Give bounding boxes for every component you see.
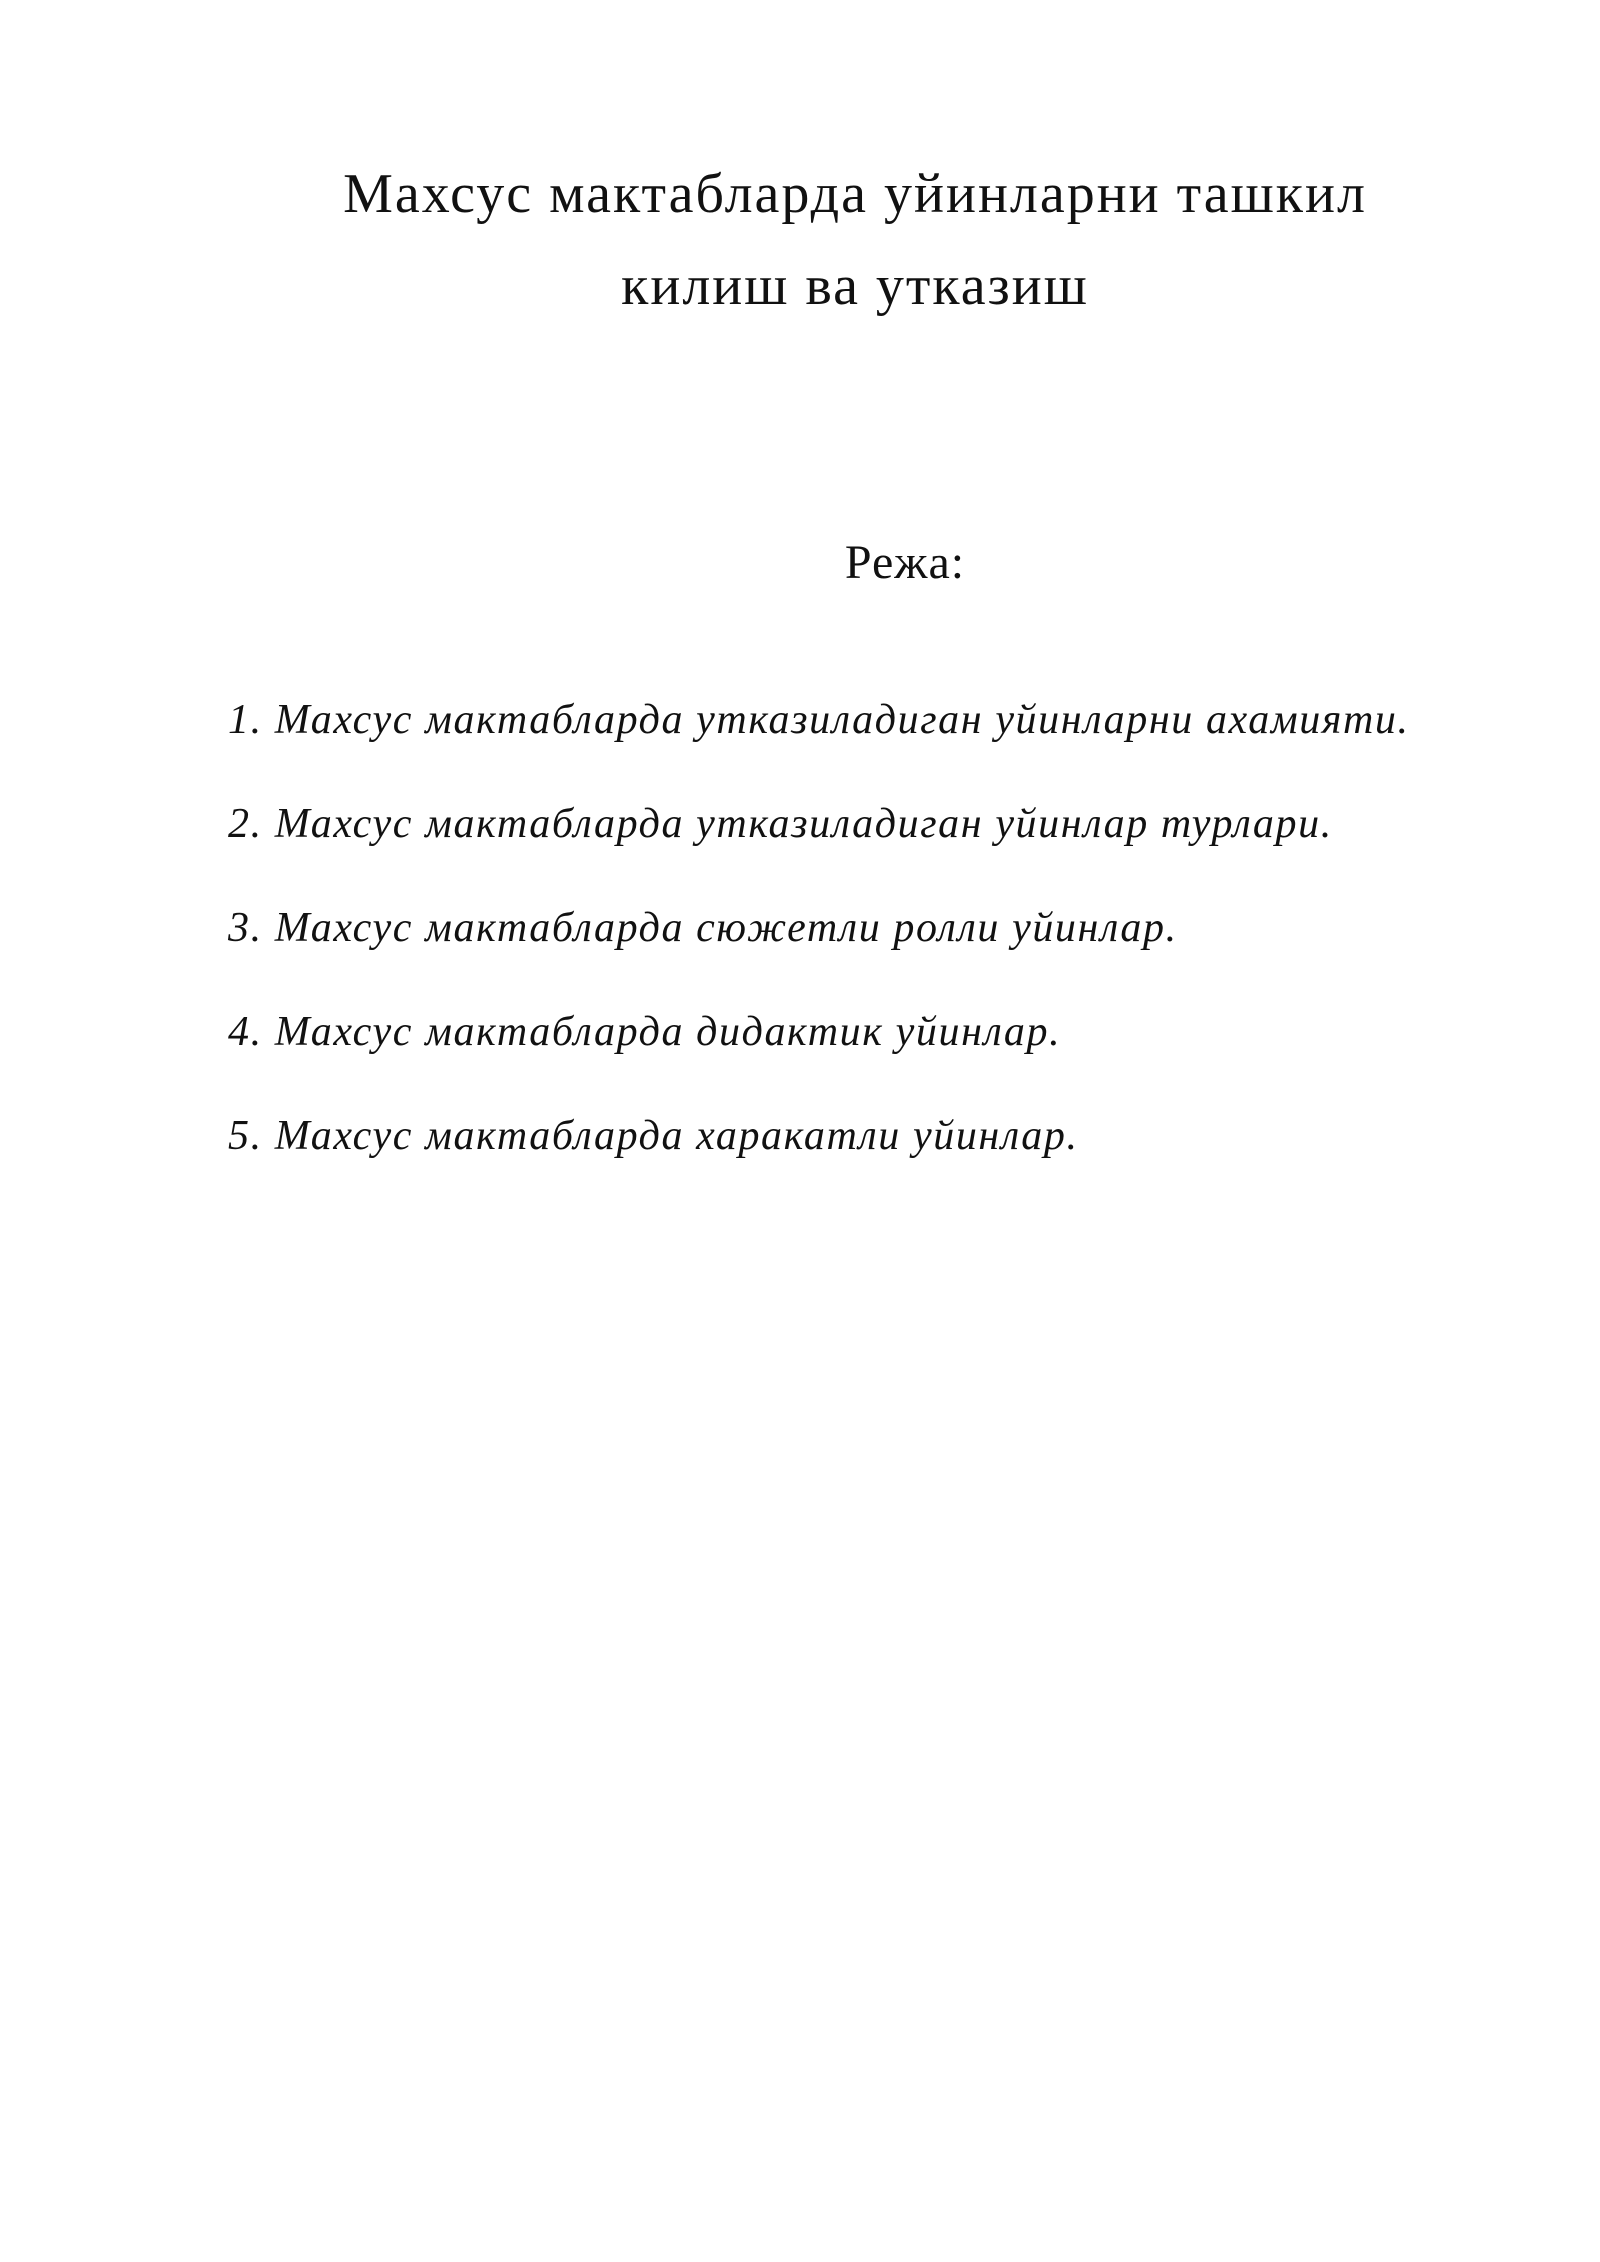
plan-item-4: 4. Махсус мактабларда дидактик уйинлар. — [228, 1009, 1062, 1055]
plan-item-5: 5. Махсус мактабларда харакатли уйинлар. — [228, 1113, 1079, 1159]
title-line-1: Махсус мактабларда уйинларни ташкил — [343, 163, 1367, 225]
plan-item-2: 2. Махсус мактабларда утказиладиган уйинлар турлари. — [228, 801, 1333, 847]
plan-item-1: 1. Махсус мактабларда утказиладиган уйинларни ахамияти. — [228, 697, 1410, 743]
plan-heading: Режа: — [844, 536, 966, 589]
title-line-2: килиш ва утказиш — [621, 255, 1089, 317]
document-title — [230, 148, 1480, 332]
plan-item-3: 3. Махсус мактабларда сюжетли ролли уйинлар. — [228, 905, 1178, 951]
plan-list — [228, 690, 1558, 1210]
